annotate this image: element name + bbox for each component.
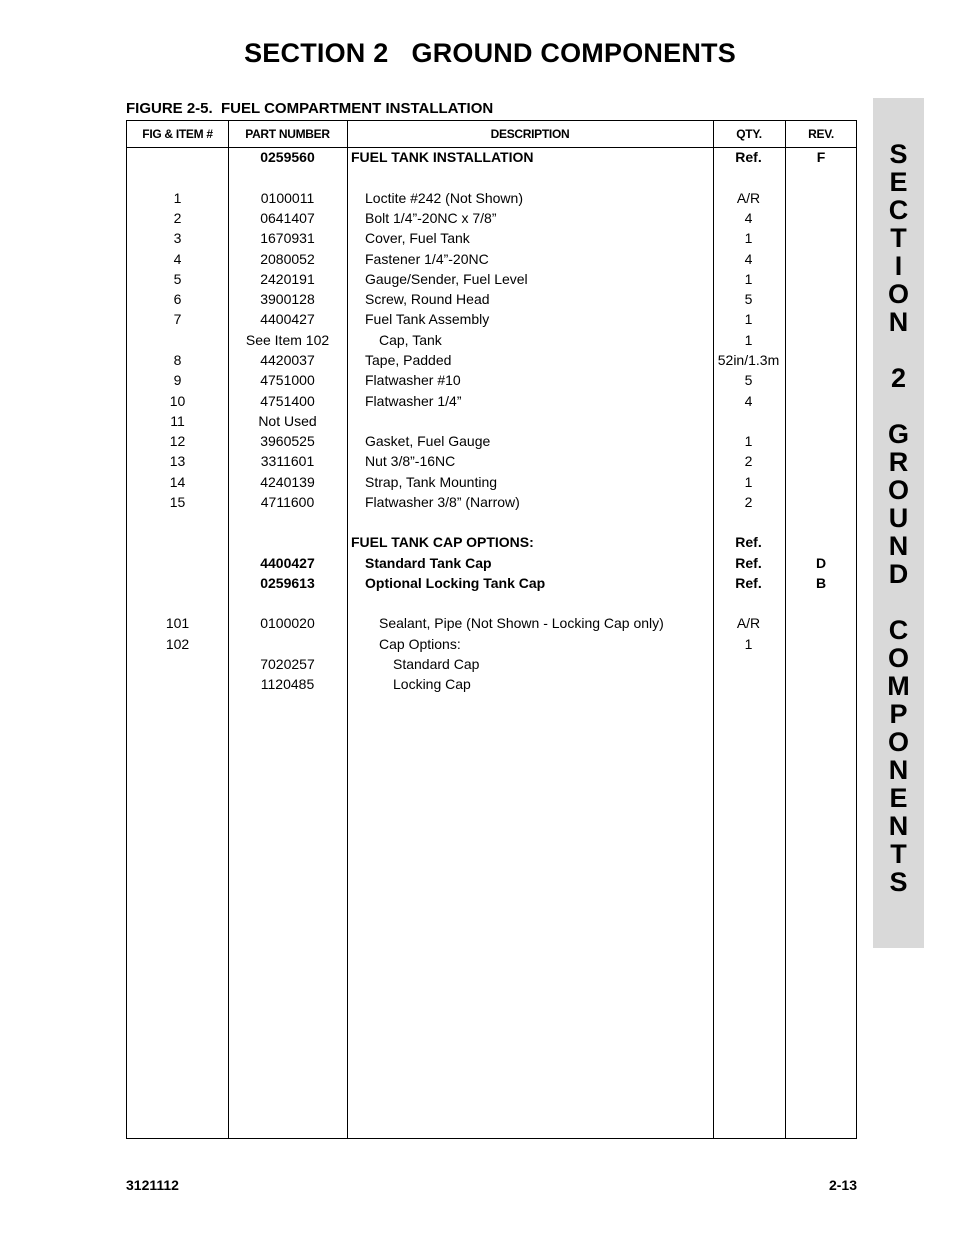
side-tab-letter: E [889, 167, 908, 197]
cell-description: Sealant, Pipe (Not Shown - Locking Cap only) [379, 615, 664, 631]
cell-part-number: 0100020 [260, 615, 315, 631]
cell-part-number: 0259613 [260, 575, 315, 591]
table-row [127, 188, 856, 208]
table-row [127, 269, 856, 289]
section-side-tab [873, 98, 924, 948]
table-row [127, 654, 856, 674]
cell-part-number: 4420037 [260, 352, 315, 368]
cell-qty: 1 [744, 271, 753, 287]
cell-fig-item: 12 [169, 433, 186, 449]
side-tab-letter: G [887, 419, 909, 449]
cell-part-number: 4400427 [260, 555, 315, 571]
cell-qty: 5 [744, 291, 753, 307]
figure-caption: FIGURE 2-5. FUEL COMPARTMENT INSTALLATION [126, 100, 494, 117]
side-tab-letter: U [888, 503, 909, 533]
side-tab-letter: N [888, 531, 909, 561]
table-row [127, 228, 856, 248]
cell-description: Gasket, Fuel Gauge [365, 433, 491, 449]
cell-part-number: 3900128 [260, 291, 315, 307]
cell-part-number: 1670931 [260, 230, 315, 246]
cell-qty: 4 [744, 393, 753, 409]
cell-part-number: 7020257 [260, 656, 315, 672]
side-tab-letter: M [887, 671, 910, 701]
cell-fig-item: 2 [173, 210, 182, 226]
table-row [127, 289, 856, 309]
side-tab-letter: I [894, 251, 903, 281]
header-qty: QTY. [736, 127, 762, 141]
cell-qty: 2 [744, 453, 753, 469]
cell-fig-item: 102 [165, 636, 190, 652]
table-row [127, 553, 856, 573]
cell-description: Gauge/Sender, Fuel Level [365, 271, 528, 287]
table-row [127, 249, 856, 269]
cell-fig-item: 7 [173, 311, 182, 327]
cell-part-number: Not Used [258, 413, 317, 429]
cell-qty: 1 [744, 433, 753, 449]
cell-part-number: 4711600 [260, 494, 315, 510]
cell-description: Loctite #242 (Not Shown) [365, 190, 523, 206]
cell-description: Cap Options: [379, 636, 461, 652]
table-row [127, 634, 856, 654]
cell-description: Tape, Padded [365, 352, 452, 368]
side-tab-letter: S [889, 867, 908, 897]
table-row [127, 472, 856, 492]
cell-fig-item: 13 [169, 453, 186, 469]
cell-part-number: 2080052 [260, 251, 315, 267]
cell-qty: A/R [736, 190, 761, 206]
page-title: SECTION 2 GROUND COMPONENTS [244, 38, 736, 68]
table-row [127, 411, 856, 431]
side-tab-letter: R [888, 447, 909, 477]
cell-fig-item: 6 [173, 291, 182, 307]
table-row [127, 492, 856, 512]
cell-qty: Ref. [735, 575, 762, 591]
cell-qty: 1 [744, 474, 753, 490]
table-row [127, 613, 856, 633]
side-tab-letter: T [890, 839, 907, 869]
cell-qty: 1 [744, 332, 753, 348]
cell-description: Bolt 1/4”-20NC x 7/8” [365, 210, 497, 226]
table-row [127, 309, 856, 329]
cell-part-number: 0641407 [260, 210, 315, 226]
cell-part-number: 4240139 [260, 474, 315, 490]
cell-description: Strap, Tank Mounting [365, 474, 498, 490]
cell-qty: 2 [744, 494, 753, 510]
cell-part-number: 0259560 [260, 149, 315, 165]
cell-qty: A/R [736, 615, 761, 631]
cell-rev: B [815, 575, 827, 591]
cell-fig-item: 10 [169, 393, 186, 409]
page-number: 2-13 [828, 1177, 857, 1193]
cell-part-number: 0100011 [260, 190, 315, 206]
side-tab-letter: O [887, 279, 909, 309]
cell-qty: 52in/1.3m [717, 352, 780, 368]
cell-part-number: 3311601 [260, 453, 315, 469]
side-tab-letter: T [890, 223, 907, 253]
cell-description: Flatwasher #10 [365, 372, 461, 388]
side-tab-letter: 2 [890, 363, 907, 393]
table-row [127, 532, 856, 552]
cell-fig-item: 11 [170, 413, 185, 429]
table-row [127, 370, 856, 390]
side-tab-letter: N [888, 307, 909, 337]
cell-fig-item: 8 [173, 352, 182, 368]
table-row [127, 330, 856, 350]
parts-table [126, 120, 857, 1139]
cell-fig-item: 3 [173, 230, 182, 246]
cell-part-number: 4751000 [260, 372, 315, 388]
side-tab-letter: C [888, 195, 909, 225]
cell-qty: 4 [744, 210, 753, 226]
table-row [127, 147, 856, 167]
side-tab-letter: E [889, 783, 908, 813]
cell-description: Nut 3/8”-16NC [365, 453, 456, 469]
cell-qty: Ref. [735, 149, 762, 165]
header-rev: REV. [808, 127, 834, 141]
cell-fig-item: 101 [165, 615, 190, 631]
cell-qty: 1 [744, 311, 753, 327]
cell-fig-item: 14 [169, 474, 186, 490]
side-tab-letter: P [889, 699, 908, 729]
cell-qty: 4 [744, 251, 753, 267]
side-tab-letter: C [888, 615, 909, 645]
cell-description: Cover, Fuel Tank [365, 230, 470, 246]
side-tab-letter: N [888, 755, 909, 785]
cell-qty: Ref. [735, 555, 762, 571]
side-tab-letter: O [887, 475, 909, 505]
cell-part-number: 3960525 [260, 433, 315, 449]
cell-part-number: 1120485 [260, 676, 315, 692]
cell-fig-item: 5 [173, 271, 182, 287]
cell-rev: F [816, 149, 826, 165]
cell-qty: 1 [744, 230, 753, 246]
side-tab-letter: O [887, 727, 909, 757]
cell-description: Screw, Round Head [365, 291, 490, 307]
table-row [127, 451, 856, 471]
header-description: DESCRIPTION [490, 127, 570, 141]
cell-part-number: See Item 102 [245, 332, 330, 348]
cell-part-number: 4400427 [260, 311, 315, 327]
cell-description: Flatwasher 3/8” (Narrow) [365, 494, 520, 510]
cell-fig-item: 15 [169, 494, 186, 510]
cell-description: Flatwasher 1/4” [365, 393, 462, 409]
cell-description: Cap, Tank [379, 332, 442, 348]
document-number: 3121112 [126, 1177, 179, 1193]
cell-qty: 5 [744, 372, 753, 388]
cell-description: Standard Cap [393, 656, 480, 672]
cell-fig-item: 1 [173, 190, 182, 206]
cell-part-number: 4751400 [260, 393, 315, 409]
side-tab-letter: S [889, 139, 908, 169]
cell-description: FUEL TANK CAP OPTIONS: [351, 534, 534, 550]
side-tab-letter: D [888, 559, 909, 589]
table-row [127, 391, 856, 411]
cell-fig-item: 4 [173, 251, 182, 267]
cell-rev: D [815, 555, 827, 571]
cell-description: Locking Cap [393, 676, 471, 692]
table-row [127, 674, 856, 694]
cell-description: Fuel Tank Assembly [365, 311, 490, 327]
cell-description: Optional Locking Tank Cap [365, 575, 546, 591]
cell-fig-item: 9 [173, 372, 182, 388]
cell-qty: 1 [744, 636, 753, 652]
table-row [127, 350, 856, 370]
table-row [127, 431, 856, 451]
side-tab-letter: O [887, 643, 909, 673]
header-part-number: PART NUMBER [245, 127, 330, 141]
header-fig-item: FIG & ITEM # [142, 127, 213, 141]
table-row [127, 208, 856, 228]
cell-description: Fastener 1/4”-20NC [365, 251, 489, 267]
cell-part-number: 2420191 [260, 271, 315, 287]
cell-description: Standard Tank Cap [365, 555, 492, 571]
table-row [127, 573, 856, 593]
side-tab-letter: N [888, 811, 909, 841]
cell-qty: Ref. [735, 534, 762, 550]
cell-description: FUEL TANK INSTALLATION [351, 149, 534, 165]
